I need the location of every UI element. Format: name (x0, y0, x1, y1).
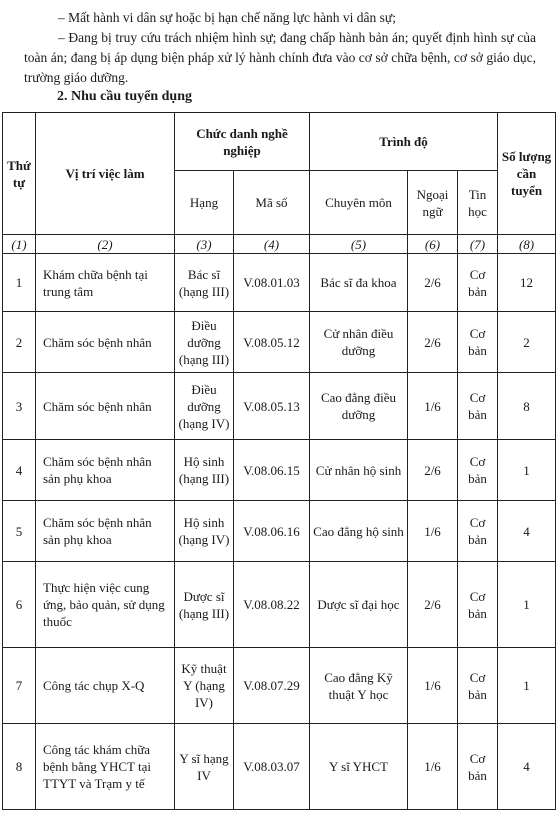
row-specialty: Cử nhân hộ sinh (310, 440, 408, 501)
row-specialty: Cao đẳng hộ sinh (310, 501, 408, 562)
row-language: 1/6 (408, 501, 458, 562)
header-position: Vị trí việc làm (36, 113, 175, 235)
row-quantity: 1 (498, 440, 556, 501)
header-title-group: Chức danh nghề nghiệp (175, 113, 310, 171)
header-quantity: Số lượng cần tuyển (498, 113, 556, 235)
row-position: Thực hiện việc cung ứng, bảo quản, sử dụng thuốc (36, 562, 175, 648)
column-number-row (3, 235, 556, 254)
row-code: V.08.05.12 (234, 312, 310, 373)
row-code: V.08.01.03 (234, 254, 310, 312)
row-rank: Kỹ thuật Y (hạng IV) (175, 648, 234, 724)
header-it: Tin học (458, 171, 498, 235)
row-quantity: 2 (498, 312, 556, 373)
row-language: 1/6 (408, 648, 458, 724)
row-language: 1/6 (408, 373, 458, 440)
table-row (3, 312, 556, 373)
header-specialty: Chuyên môn (310, 171, 408, 235)
intro-line-1: – Mất hành vi dân sự hoặc bị hạn chế năng lực hành vi dân sự; (58, 10, 396, 25)
row-stt: 7 (3, 648, 36, 724)
column-number: (1) (3, 235, 36, 254)
row-stt: 2 (3, 312, 36, 373)
header-level-group: Trình độ (310, 113, 498, 171)
table-row (3, 648, 556, 724)
column-number: (4) (234, 235, 310, 254)
row-stt: 8 (3, 724, 36, 810)
section-heading: 2. Nhu cầu tuyển dụng (57, 89, 192, 104)
row-stt: 1 (3, 254, 36, 312)
row-language: 1/6 (408, 724, 458, 810)
row-position: Công tác chụp X-Q (36, 648, 175, 724)
column-number: (7) (458, 235, 498, 254)
row-language: 2/6 (408, 562, 458, 648)
column-number: (6) (408, 235, 458, 254)
table-row (3, 724, 556, 810)
row-specialty: Dược sĩ đại học (310, 562, 408, 648)
header-code: Mã số (234, 171, 310, 235)
row-it: Cơ bản (458, 373, 498, 440)
column-number: (3) (175, 235, 234, 254)
row-quantity: 8 (498, 373, 556, 440)
row-rank: Điều dưỡng (hạng III) (175, 312, 234, 373)
table-row (3, 501, 556, 562)
row-rank: Hộ sinh (hạng IV) (175, 501, 234, 562)
row-code: V.08.07.29 (234, 648, 310, 724)
row-rank: Điều dưỡng (hạng IV) (175, 373, 234, 440)
table-row (3, 440, 556, 501)
row-code: V.08.06.16 (234, 501, 310, 562)
row-specialty: Cao đẳng Kỹ thuật Y học (310, 648, 408, 724)
row-quantity: 1 (498, 648, 556, 724)
row-position: Chăm sóc bệnh nhân sản phụ khoa (36, 501, 175, 562)
row-code: V.08.03.07 (234, 724, 310, 810)
row-code: V.08.06.15 (234, 440, 310, 501)
header-stt: Thứ tự (3, 113, 36, 235)
row-language: 2/6 (408, 312, 458, 373)
row-position: Công tác khám chữa bệnh bằng YHCT tại TTYT và Trạm y tế (36, 724, 175, 810)
row-stt: 6 (3, 562, 36, 648)
row-it: Cơ bản (458, 562, 498, 648)
column-number: (8) (498, 235, 556, 254)
row-specialty: Bác sĩ đa khoa (310, 254, 408, 312)
row-rank: Hộ sinh (hạng III) (175, 440, 234, 501)
row-it: Cơ bản (458, 312, 498, 373)
row-position: Khám chữa bệnh tại trung tâm (36, 254, 175, 312)
table-row (3, 373, 556, 440)
row-quantity: 4 (498, 501, 556, 562)
row-stt: 4 (3, 440, 36, 501)
intro-line-2: – Đang bị truy cứu trách nhiệm hình sự; đang chấp hành bản án; quyết định hình sự của toàn án; đang bị áp dụng biện pháp xử lý hành chính đưa vào cơ sở chữa bệnh, cơ sở giáo dục, trường giáo dưỡng. (24, 30, 536, 85)
row-language: 2/6 (408, 440, 458, 501)
row-stt: 5 (3, 501, 36, 562)
row-it: Cơ bản (458, 501, 498, 562)
table-row (3, 562, 556, 648)
header-language: Ngoại ngữ (408, 171, 458, 235)
row-code: V.08.08.22 (234, 562, 310, 648)
row-it: Cơ bản (458, 254, 498, 312)
table-row (3, 254, 556, 312)
recruitment-table (2, 112, 556, 810)
intro-text (0, 0, 560, 88)
row-rank: Dược sĩ (hạng III) (175, 562, 234, 648)
row-specialty: Cao đẳng điều dưỡng (310, 373, 408, 440)
row-quantity: 12 (498, 254, 556, 312)
row-position: Chăm sóc bệnh nhân sản phụ khoa (36, 440, 175, 501)
row-rank: Y sĩ hạng IV (175, 724, 234, 810)
row-quantity: 1 (498, 562, 556, 648)
row-language: 2/6 (408, 254, 458, 312)
row-it: Cơ bản (458, 648, 498, 724)
header-rank: Hạng (175, 171, 234, 235)
row-stt: 3 (3, 373, 36, 440)
row-it: Cơ bản (458, 440, 498, 501)
row-position: Chăm sóc bệnh nhân (36, 312, 175, 373)
row-quantity: 4 (498, 724, 556, 810)
row-rank: Bác sĩ (hạng III) (175, 254, 234, 312)
row-specialty: Cử nhân điều dưỡng (310, 312, 408, 373)
row-position: Chăm sóc bệnh nhân (36, 373, 175, 440)
column-number: (5) (310, 235, 408, 254)
row-code: V.08.05.13 (234, 373, 310, 440)
row-specialty: Y sĩ YHCT (310, 724, 408, 810)
column-number: (2) (36, 235, 175, 254)
row-it: Cơ bản (458, 724, 498, 810)
